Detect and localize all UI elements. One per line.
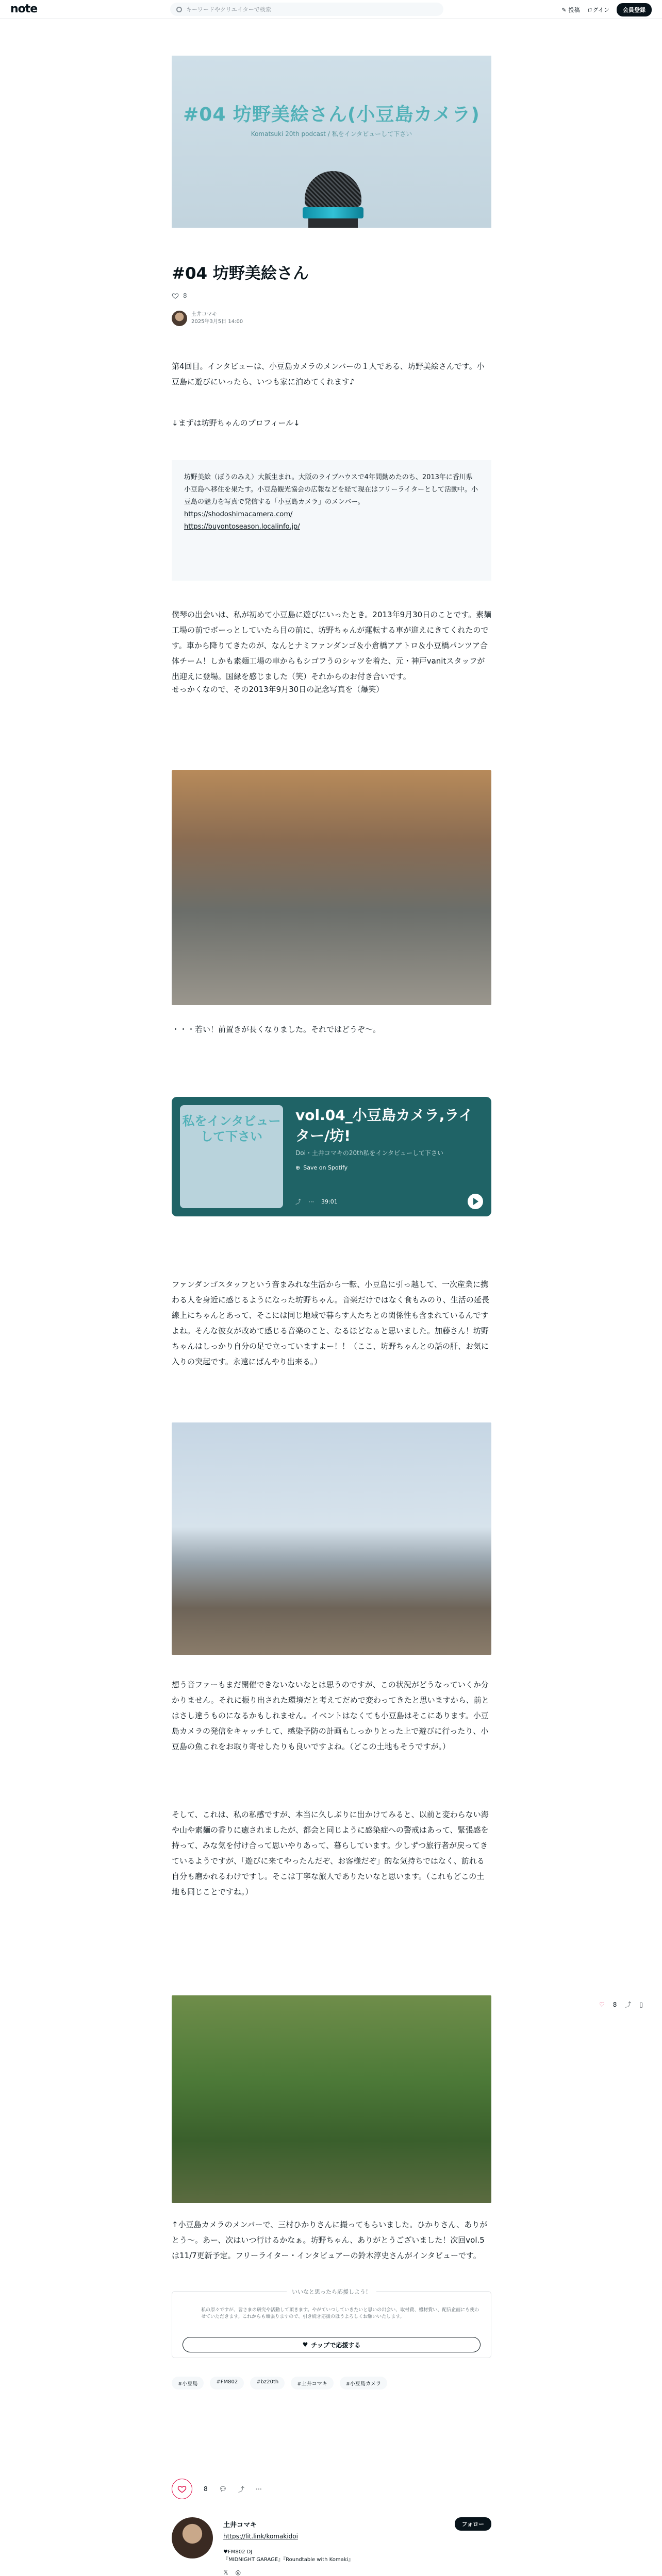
plus-circle-icon: ⊕ [295, 1164, 301, 1171]
creator-bio [223, 2548, 353, 2564]
creator-name[interactable]: 土井コマキ [223, 2521, 257, 2529]
hero-title: #04 坊野美絵さん(小豆島カメラ) [183, 104, 480, 125]
article-like-row [172, 292, 491, 299]
author-row [172, 311, 491, 326]
episode-title[interactable]: vol.04_小豆島カメラ,ライター/坊! [295, 1107, 473, 1144]
bookmark-icon[interactable]: ▯ [639, 2001, 643, 2008]
creator-card [172, 2517, 491, 2576]
hero-image [172, 56, 491, 228]
heart-icon[interactable]: ♡ [599, 2001, 605, 2008]
spotify-embed[interactable] [172, 1097, 491, 1216]
support-box [172, 2291, 491, 2358]
support-message: 私の原々ですが、皆さまの研究や活動して頂きます。やがていつしていきたいと思いの出会い、取材費、機材費い、配信企画にも使わせていただきます。これからも頑張りますので、引き続き応援のほうよろしくお願いいたします。 [201, 2308, 479, 2319]
article-title: #04 坊野美絵さん [172, 264, 309, 283]
paragraph-intro: 第4回目。インタビューは、小豆島カメラのメンバーの１人である、坊野美絵さんです。小豆島に遊びにいったら、いつも家に泊めてくれます♪ [172, 362, 485, 386]
floating-like-count: 8 [613, 2001, 617, 2008]
tip-button-label: チップで応援する [311, 2341, 361, 2349]
author-avatar[interactable] [172, 311, 187, 326]
post-button[interactable] [561, 6, 580, 14]
search-input[interactable] [170, 3, 443, 16]
podcast-cover [180, 1105, 283, 1208]
profile-text: 坊野美絵（ぼうのみえ）大阪生まれ。大阪のライブハウスで4年間勤めたのち、2013年に香川県小豆島へ移住を果たす。小豆島観光協会の広報などを経て現在はフリーライターとして活動中。小豆島の魅力を写真で発信する「小豆島カメラ」のメンバー。 [184, 473, 478, 506]
paragraph-music-life: ファンダンゴスタッフという音まみれな生活から一転、小豆島に引っ越して、一次産業に携わる人を身近に感じるようになった坊野ちゃん。音楽だけではなく食もみのり、生活の延長線上にちゃんとあって、そこには同じ地域で暮らす人たちとの関係性も含まれているんですよね。そんな彼女が改めて感じる音楽のこと、なるほどなぁと思いました。加藤さん！坊野ちゃんはしっかり自分の足で立っていますよー！！（ここ、坊野ちゃんとの話の肝、お気に入りの突起です。永遠にばんやり出来る。） [172, 1280, 489, 1366]
tip-button[interactable] [183, 2337, 481, 2352]
microphone-illustration [305, 171, 361, 228]
share-icon[interactable]: ⤴ [295, 1198, 301, 1205]
hashtag[interactable]: #小豆島カメラ [340, 2377, 387, 2389]
search-placeholder: キーワードやクリエイターで検索 [186, 6, 271, 13]
follow-button[interactable]: フォロー [455, 2517, 491, 2531]
profile-quote-box [172, 460, 491, 581]
paragraph-photo-intro: せっかくなので、その2013年9月30日の記念写真を（爆笑） [172, 685, 384, 694]
x-icon[interactable]: 𝕏 [223, 2569, 228, 2576]
play-button[interactable] [468, 1194, 483, 1209]
top-header [0, 0, 662, 19]
save-on-spotify-button[interactable] [295, 1164, 483, 1171]
paragraph-closing: ↑小豆島カメラのメンバーで、三村ひかりさんに撮ってもらいました。ひかりさん、ありがとう〜。あー、次はいつ行けるかなぁ。坊野ちゃん、ありがとうございました！次回vol.5は11/7更新予定。フリーライター・インタビュアーの鈴木淳史さんがインタビューです。 [172, 2220, 488, 2260]
like-button[interactable] [172, 2479, 192, 2499]
paragraph-travel-note: そして、これは、私の私感ですが、本当に久しぶりに出かけてみると、以前と変わらない海や山や素麺の香りに癒されましたが、都会と同じように感染症への警戒はあって、緊張感を持って、みな気を付け合って思いやりあって、暮らしています。少しずつ旅行者が戻ってきているようですが、「遊びに来てやったんだぞ、お客様だぞ」的な気持ちではなく、訪れる自分も磨かれるわけですし。そこは丁寧な旅人でありたいなと思います。（これもどこの土地も同じことですね。） [172, 1810, 489, 1896]
hashtag[interactable]: #FM802 [210, 2377, 244, 2389]
search-icon [176, 7, 182, 12]
paragraph-profile-heading: ↓まずは坊野ちゃんのプロフィール↓ [172, 418, 300, 428]
seaside-photo [172, 1422, 491, 1655]
pencil-icon: ✎ [561, 6, 567, 13]
podcast-cover-text: 私をインタビューして下さい [182, 1114, 281, 1144]
article-actions [172, 2479, 491, 2499]
episode-duration: 39:01 [321, 1198, 338, 1205]
instagram-icon[interactable]: ◎ [235, 2569, 241, 2576]
hashtag-list [172, 2377, 491, 2389]
hero-subtitle: Komatsuki 20th podcast / 私をインタビューして下さい [251, 130, 412, 138]
comment-icon[interactable]: 💬︎ [219, 2485, 227, 2493]
group-photo [172, 770, 491, 1005]
show-name[interactable]: Doi・土井コマキの20th私をインタビューして下さい [295, 1149, 444, 1157]
tip-heart-icon: ♥ [302, 2341, 308, 2348]
hashtag[interactable]: #bz20th [250, 2377, 285, 2389]
save-label: Save on Spotify [303, 1164, 348, 1171]
login-button[interactable]: ログイン [587, 7, 609, 13]
share-icon[interactable]: ⤴ [238, 2485, 244, 2493]
more-icon[interactable]: ⋯ [255, 2485, 262, 2493]
creator-bio-line: ♥FM802 DJ [223, 2549, 253, 2555]
paragraph-festival: 想う音ファーもまだ開催できないないなとは思うのですが、この状況がどうなっていくか分かりません。それに振り出された環境だと考えてだめで変わってきたと思いますから、前とはさし違うものになるかもしれません。イベントはなくても小豆島はそこにあります。小豆島カメラの発信をキャッチして、感染予防の計画もしっかりとった上で遊びに行ったり、小豆島の魚これをお取り寄せしたりも良いですよね。（どこの土地もそうですが。） [172, 1680, 489, 1751]
portrait-photo [172, 1995, 491, 2203]
creator-bio-line: 『MIDNIGHT GARAGE』『Roundtable with Komaki』 [223, 2557, 354, 2563]
heart-icon[interactable] [172, 292, 179, 299]
more-icon[interactable]: ⋯ [308, 1198, 314, 1205]
profile-link-1[interactable]: https://shodoshimacamera.com/ [184, 511, 293, 518]
like-count: 8 [204, 2485, 208, 2493]
post-label: 投稿 [568, 7, 580, 13]
profile-link-2[interactable]: https://buyontoseason.localinfo.jp/ [184, 523, 300, 531]
author-name[interactable]: 土井コマキ [191, 312, 217, 317]
note-logo[interactable]: note [10, 3, 38, 15]
like-count: 8 [183, 292, 187, 299]
floating-actions [599, 2000, 643, 2009]
hashtag[interactable]: #土井コマキ [291, 2377, 333, 2389]
hashtag[interactable]: #小豆島 [172, 2377, 204, 2389]
publish-date: 2025年3月5日 14:00 [191, 319, 243, 325]
heart-icon [177, 2484, 187, 2494]
creator-link[interactable]: https://lit.link/komakidoi [223, 2533, 298, 2540]
creator-avatar[interactable] [172, 2517, 213, 2558]
share-icon[interactable]: ⤴ [625, 2001, 632, 2008]
support-question: いいなと思ったら応援しよう！ [287, 2289, 376, 2295]
paragraph-meeting: 僕琴の出会いは、私が初めて小豆島に遊びにいったとき。2013年9月30日のことです。素麺工場の前でボーっとしていたら目の前に、坊野ちゃんが運転する車が迎えにきてくれたのです。車から降りてきたのが、なんとナミファンダンゴ＆小倉橋アアトロ＆小豆橋パンツア合体チーム！しかも素麺工場の車からもシゴフうのシャツを着た、元・神戸vanitスタッフが出迎えに登場。国縁を感じました（笑）それからのお付き合いです。 [172, 610, 492, 681]
signup-button[interactable]: 会員登録 [617, 3, 652, 16]
paragraph-lead-in: ・・・若い！前置きが長くなりました。それではどうぞ〜。 [172, 1025, 381, 1034]
